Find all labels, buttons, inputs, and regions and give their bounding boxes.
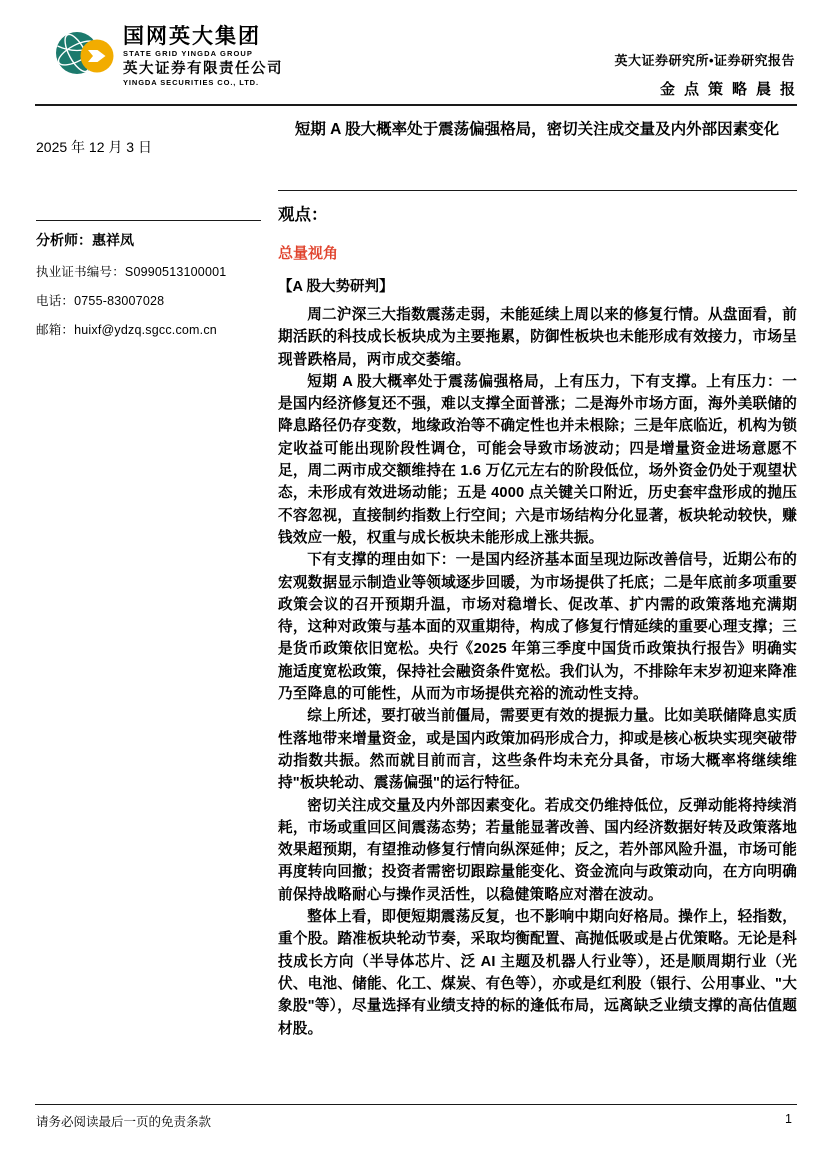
subsection-heading-market-judgment: 【A 股大势研判】 xyxy=(278,279,394,295)
company-name-cn: 国网英大集团 xyxy=(123,25,261,48)
phone-value: 0755-83007028 xyxy=(74,294,165,308)
paragraph: 短期 A 股大概率处于震荡偏强格局，上有压力，下有支撑。上有压力：一是国内经济修复还不强，难以支撑全面普涨；二是海外市场方面，海外美联储的降息路径仍存变数，地缘政治等不确定性也并未根除；三是年底临近，机构为锁定收益可能出现阶段性调仓，可能会导致市场波动；四是增量资金进场意愿不足，周二两市成交额维持在 1.6 万亿元左右的阶段低位，场外资金仍处于观望状态，未形成有效进场动能；五是 4000 点关键关口附近，历史套牢盘形成的抛压不容忽视，直接制约指数上行空间；六是市场结构分化显著，板块轮动较快，赚钱效应一般，权重与成长板块未能形成上涨共振。 xyxy=(278,373,797,546)
analyst-name: 分析师：惠祥凤 xyxy=(36,232,134,248)
brand-text-block xyxy=(123,26,283,87)
body-paragraphs xyxy=(278,304,797,1040)
section-heading-macro-view: 总量视角 xyxy=(278,245,339,262)
report-date: 2025 年 12 月 3 日 xyxy=(36,139,152,155)
license-value: S0990513100001 xyxy=(124,265,227,279)
logo-globe-arrow-icon xyxy=(54,27,114,86)
analyst-license-row xyxy=(36,262,261,280)
research-institute-label: 英大证券研究所•证券研究报告 xyxy=(614,53,795,68)
paragraph: 综上所述，要打破当前僵局，需要更有效的提振力量。比如美联储降息实质性落地带来增量资金，或是国内政策加码形成合力，抑或是核心板块实现突破带动指数共振。然而就目前而言，这些条件均未充分具备，市场大概率将继续维持"板块轮动、震荡偏强"的运行特征。 xyxy=(278,708,797,792)
email-value: huixf@ydzq.sgcc.com.cn xyxy=(74,323,217,337)
phone-label: 电话： xyxy=(36,294,75,308)
analyst-email-row xyxy=(36,320,261,338)
header-divider xyxy=(35,104,797,106)
paragraph: 整体上看，即便短期震荡反复，也不影响中期向好格局。操作上，轻指数，重个股。踏准板块轮动节奏，采取均衡配置、高抛低吸或是占优策略。无论是科技成长方向（半导体芯片、泛 AI 主题及机器人行业等），还是顺周期行业（光伏、电池、储能、化工、煤炭、有色等），亦或是红利股（银行、公用事业、"大象股"等），尽量选择有业绩支持的标的逢低布局，远离缺乏业绩支撑的高估值题材股。 xyxy=(278,909,797,1037)
company-logo-block xyxy=(54,26,283,87)
email-label: 邮箱： xyxy=(36,323,75,337)
main-content xyxy=(278,190,797,1040)
analyst-phone-row xyxy=(36,291,261,309)
header-right-block xyxy=(614,50,804,99)
paragraph: 周二沪深三大指数震荡走弱，未能延续上周以来的修复行情。从盘面看，前期活跃的科技成长板块成为主要拖累，防御性板块也未能形成有效接力，市场呈现普跌格局，两市成交萎缩。 xyxy=(278,307,797,368)
company-name-en: STATE GRID YINGDA GROUP xyxy=(123,49,254,58)
paragraph: 密切关注成交量及内外部因素变化。若成交仍维持低位，反弹动能将持续消耗，市场或重回区间震荡态势；若量能显著改善、国内经济数据好转及政策落地效果超预期，有望推动修复行情向纵深延伸；反之，若外部风险升温，市场可能再度转向回撤；投资者需密切跟踪量能变化、资金流向与政策动向，在方向明确前保持战略耐心与操作灵活性，以稳健策略应对潜在波动。 xyxy=(278,797,797,903)
report-title: 短期 A 股大概率处于震荡偏强格局，密切关注成交量及内外部因素变化 xyxy=(294,121,780,138)
paragraph: 下有支撑的理由如下：一是国内经济基本面呈现边际改善信号，近期公布的宏观数据显示制造业等领域逐步回暖，为市场提供了托底；二是年底前多项重要政策会议的召开预期升温，市场对稳增长、促改革、扩内需的政策落地充满期待，这种对政策与基本面的双重期待，构成了修复行情延续的重要心理支撑；三是货币政策依旧宽松。央行《2025 年第三季度中国货币政策执行报告》明确实施适度宽松政策，保持社会融资条件宽松。我们认为，不排除年末岁初迎来降准乃至降息的可能性，从而为市场提供充裕的流动性支持。 xyxy=(278,552,797,703)
footer-disclaimer: 请务必阅读最后一页的免责条款 xyxy=(36,1115,212,1129)
page-number: 1 xyxy=(785,1112,792,1126)
subsidiary-name-en: YINGDA SECURITIES CO., LTD. xyxy=(123,78,259,87)
report-series-title: 金点策略晨报 xyxy=(659,81,804,98)
footer-divider xyxy=(35,1104,797,1105)
viewpoint-heading: 观点： xyxy=(278,206,328,224)
subsidiary-name-cn: 英大证券有限责任公司 xyxy=(123,60,283,77)
analyst-sidebar xyxy=(36,220,261,349)
license-label: 执业证书编号： xyxy=(36,265,125,279)
